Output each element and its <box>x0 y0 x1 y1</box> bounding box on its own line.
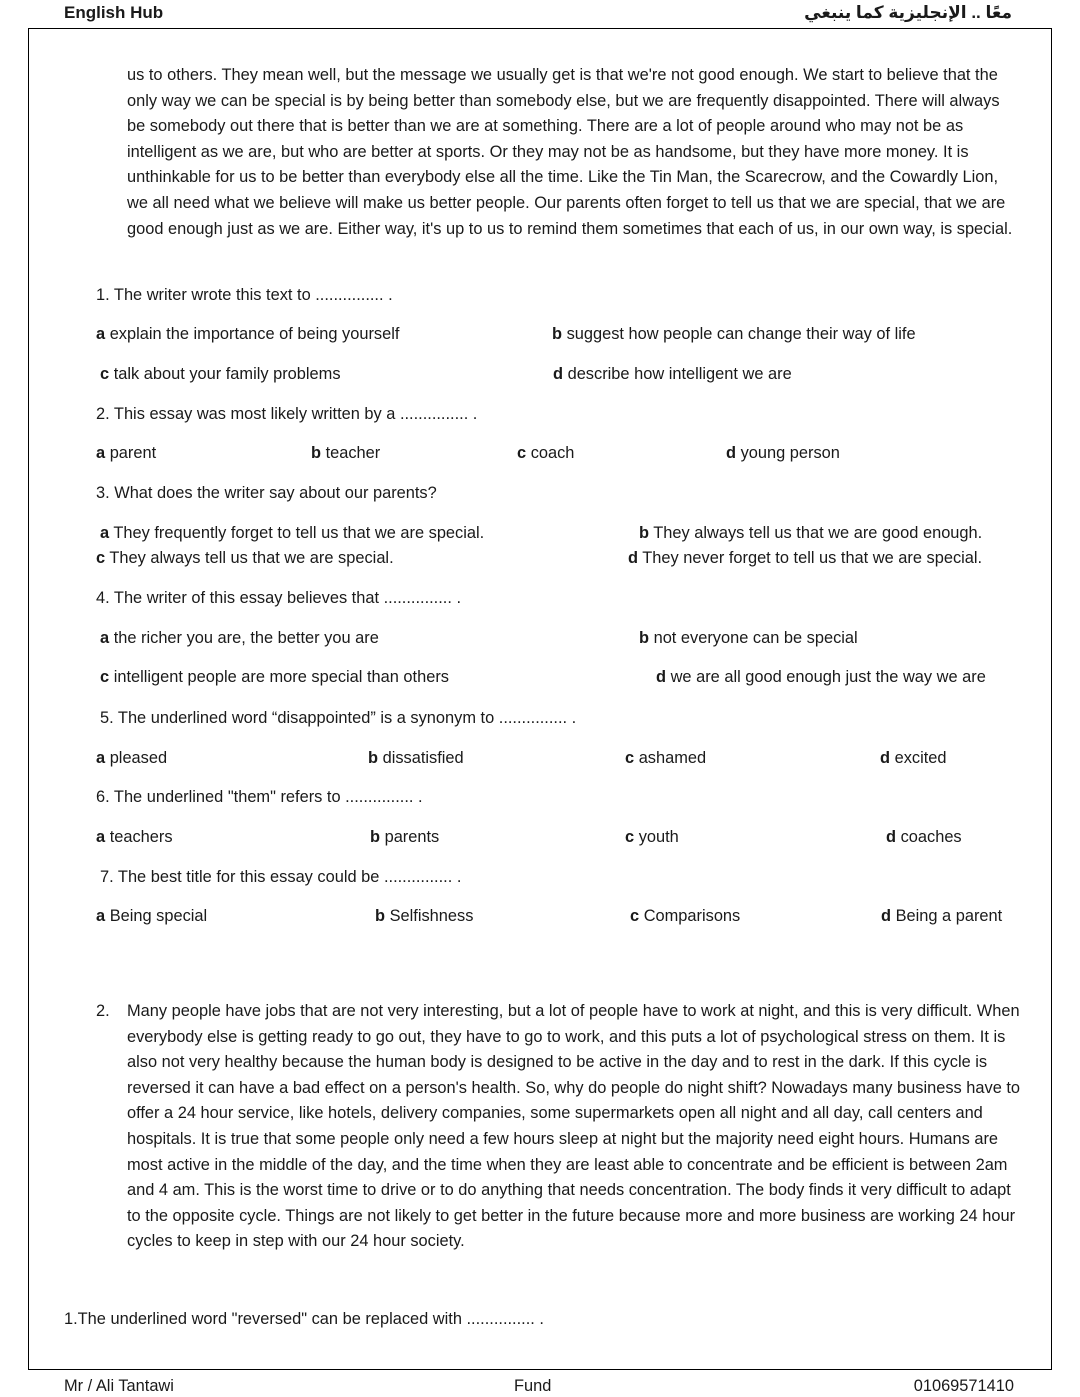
option-text: the richer you are, the better you are <box>113 629 379 647</box>
option-letter: a <box>96 907 106 925</box>
option-letter: b <box>639 524 650 542</box>
option-letter: d <box>726 444 737 462</box>
q7-option-b[interactable] <box>375 905 473 927</box>
q7-option-d[interactable] <box>881 905 1002 927</box>
q3-option-b[interactable] <box>639 522 982 544</box>
option-text: suggest how people can change their way of life <box>566 325 916 343</box>
q5-option-d[interactable] <box>880 747 947 769</box>
question-5: 5. The underlined word “disappointed” is a synonym to ............... . <box>100 709 577 727</box>
option-letter: c <box>100 668 110 686</box>
q4-option-d[interactable] <box>656 666 986 688</box>
question-6: 6. The underlined "them" refers to ............... . <box>96 788 423 806</box>
option-letter: b <box>311 444 322 462</box>
option-letter: d <box>886 828 897 846</box>
footer-label: Fund <box>514 1377 552 1395</box>
option-text: Being special <box>109 907 208 925</box>
q1-option-c[interactable] <box>100 363 341 385</box>
option-text: parents <box>384 828 440 846</box>
option-letter: d <box>880 749 891 767</box>
question-7: 7. The best title for this essay could be ............... . <box>100 868 462 886</box>
option-text: ashamed <box>638 749 707 767</box>
option-letter: c <box>100 365 110 383</box>
header-arabic-slogan: معًا .. الإنجليزية كما ينبغي <box>804 3 1012 22</box>
option-text: youth <box>638 828 679 846</box>
option-text: pleased <box>109 749 168 767</box>
q5-option-c[interactable] <box>625 747 706 769</box>
option-letter: d <box>553 365 564 383</box>
option-text: young person <box>740 444 840 462</box>
option-letter: c <box>625 828 635 846</box>
option-text: talk about your family problems <box>113 365 341 383</box>
option-text: teacher <box>325 444 381 462</box>
q4-option-b[interactable] <box>639 627 858 649</box>
option-text: dissatisfied <box>382 749 464 767</box>
option-text: coach <box>530 444 575 462</box>
passage-2-number: 2. <box>96 1002 110 1020</box>
q2-option-c[interactable] <box>517 442 574 464</box>
option-text: They frequently forget to tell us that we are special. <box>113 524 485 542</box>
option-letter: b <box>368 749 379 767</box>
q2-option-d[interactable] <box>726 442 840 464</box>
option-text: parent <box>109 444 157 462</box>
option-letter: b <box>370 828 381 846</box>
option-letter: a <box>96 828 106 846</box>
q3-option-a[interactable] <box>100 522 484 544</box>
q3-option-d[interactable] <box>628 547 982 569</box>
option-letter: c <box>517 444 527 462</box>
option-letter: d <box>656 668 667 686</box>
q6-option-b[interactable] <box>370 826 439 848</box>
option-text: They never forget to tell us that we are special. <box>642 549 983 567</box>
option-letter: d <box>881 907 892 925</box>
option-text: Being a parent <box>895 907 1003 925</box>
q1-option-a[interactable] <box>96 323 399 345</box>
q7-option-c[interactable] <box>630 905 740 927</box>
option-letter: c <box>96 549 106 567</box>
option-text: Selfishness <box>389 907 474 925</box>
footer-author: Mr / Ali Tantawi <box>64 1377 174 1395</box>
option-letter: a <box>96 444 106 462</box>
option-letter: a <box>100 629 110 647</box>
q5-option-a[interactable] <box>96 747 167 769</box>
option-text: we are all good enough just the way we are <box>670 668 986 686</box>
q1-option-b[interactable] <box>552 323 916 345</box>
option-text: teachers <box>109 828 173 846</box>
q6-option-c[interactable] <box>625 826 679 848</box>
passage-2-text: Many people have jobs that are not very interesting, but a lot of people have to work at night, and this is very difficult. When everybody else is getting ready to go out, they have to go to work, and this puts a lot of psychological stress on them. It is also not very healthy because the human body is designed to be active in the day and to rest in the dark. If this cycle is reversed it can have a bad effect on a person's health. So, why do people do night shift? Nowadays many business have to offer a 24 hour service, like hotels, delivery companies, some supermarkets open all night and all day, call centers and hospitals. It is true that some people only need a few hours sleep at night but the majority need eight hours. Humans are most active in the middle of the day, and the time when they are least able to concentrate and be efficient is between 2am and 4 am. This is the worst time to drive or to do anything that needs concentration. The body finds it very difficult to adapt to the opposite cycle. Things are not likely to get better in the future because more and more business are working 24 hour cycles to keep in step with our 24 hour society. <box>127 1002 1021 1251</box>
question-4: 4. The writer of this essay believes that ............... . <box>96 589 461 607</box>
option-text: They always tell us that we are good enough. <box>653 524 983 542</box>
question-3: 3. What does the writer say about our parents? <box>96 484 437 502</box>
option-letter: d <box>628 549 639 567</box>
q2-option-b[interactable] <box>311 442 380 464</box>
q4-option-a[interactable] <box>100 627 379 649</box>
header-brand: English Hub <box>64 3 164 22</box>
q6-option-d[interactable] <box>886 826 962 848</box>
option-letter: a <box>100 524 110 542</box>
question-1: 1. The writer wrote this text to ............... . <box>96 286 393 304</box>
option-text: not everyone can be special <box>653 629 858 647</box>
footer-phone: 01069571410 <box>913 1377 1014 1395</box>
option-letter: b <box>639 629 650 647</box>
option-text: intelligent people are more special than others <box>113 668 449 686</box>
passage-2-question-1: 1.The underlined word "reversed" can be replaced with ............... . <box>64 1310 544 1328</box>
option-text: Comparisons <box>643 907 741 925</box>
q2-option-a[interactable] <box>96 442 156 464</box>
q7-option-a[interactable] <box>96 905 207 927</box>
q3-option-c[interactable] <box>96 547 394 569</box>
option-text: They always tell us that we are special. <box>109 549 394 567</box>
question-2: 2. This essay was most likely written by a ............... . <box>96 405 478 423</box>
option-text: coaches <box>900 828 962 846</box>
option-letter: a <box>96 749 106 767</box>
q1-option-d[interactable] <box>553 363 792 385</box>
option-text: explain the importance of being yourself <box>109 325 400 343</box>
option-letter: b <box>375 907 386 925</box>
option-letter: b <box>552 325 563 343</box>
q5-option-b[interactable] <box>368 747 464 769</box>
q6-option-a[interactable] <box>96 826 173 848</box>
option-letter: c <box>630 907 640 925</box>
q4-option-c[interactable] <box>100 666 449 688</box>
option-text: excited <box>894 749 947 767</box>
option-text: describe how intelligent we are <box>567 365 792 383</box>
option-letter: a <box>96 325 106 343</box>
passage-1-text: us to others. They mean well, but the message we usually get is that we're not good enough. We start to believe that the only way we can be special is by being better than somebody else, but we are frequently disappointed. There will always be somebody out there that is better than we are at something. There are a lot of people around who may not be as intelligent as we are, but who are better at sports. Or they may not be as handsome, but they have more money. It is unthinkable for us to be better than everybody else all the time. Like the Tin Man, the Scarecrow, and the Cowardly Lion, we all need what we believe will make us better people. Our parents often forget to tell us that we are special, that we are good enough just as we are. Either way, it's up to us to remind them sometimes that each of us, in our own way, is special. <box>127 66 1013 238</box>
option-letter: c <box>625 749 635 767</box>
